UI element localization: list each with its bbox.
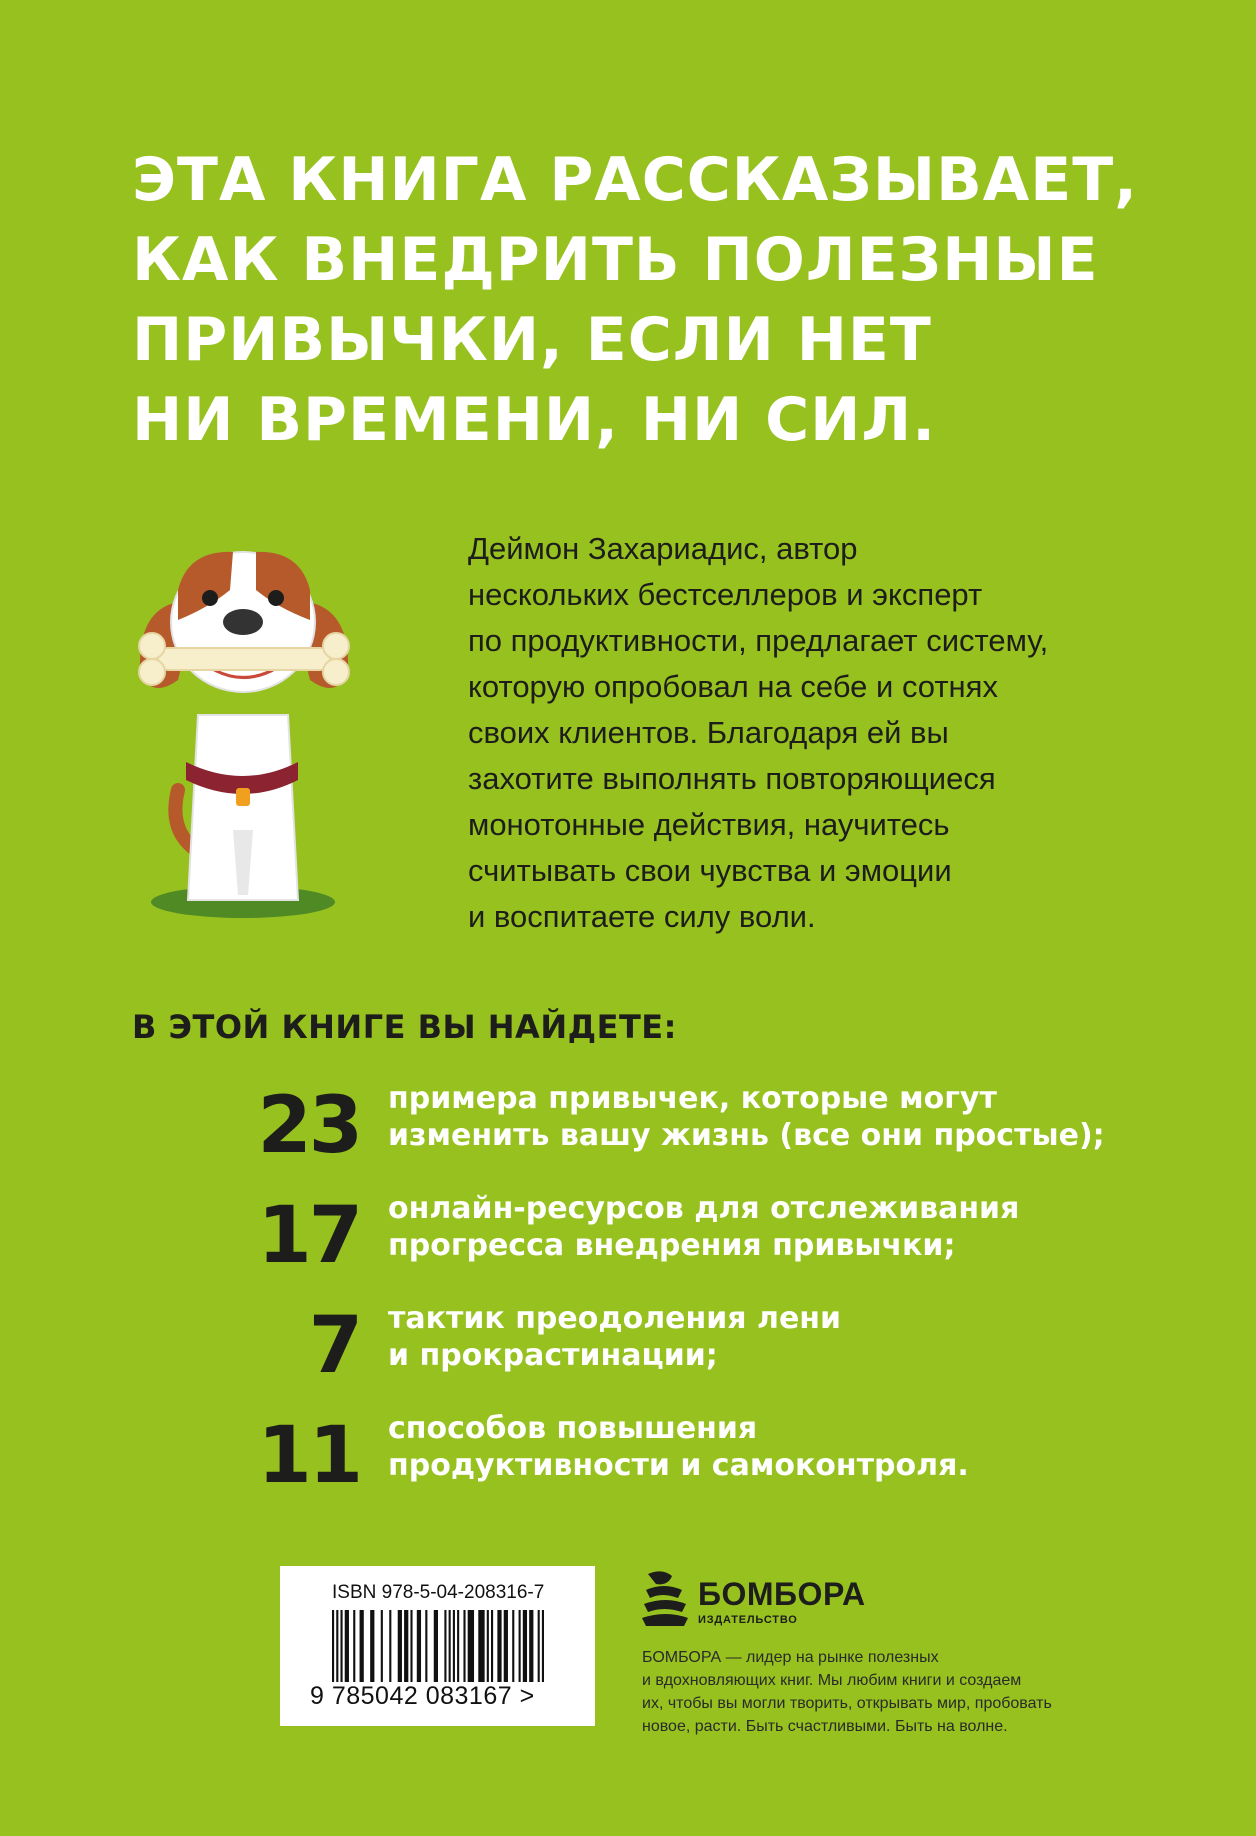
barcode-bar [404,1610,408,1682]
barcode-bar [389,1610,391,1682]
barcode-bar [457,1610,459,1682]
fact-line: прогресса внедрения привычки; [388,1228,956,1263]
fact-item [0,1410,1256,1510]
barcode-bar [512,1610,514,1682]
dog-tag [236,788,250,806]
blurb-line: и воспитаете силу воли. [468,899,816,934]
fact-line: способов повышения [388,1411,758,1446]
fact-line: продуктивности и самоконтроля. [388,1448,969,1483]
barcode-bar [381,1610,383,1682]
ean-digits: 9 785042 083167 > [310,1682,535,1710]
headline-line: НИ ВРЕМЕНИ, НИ СИЛ. [132,385,937,455]
barcode-bar [497,1610,501,1682]
bombora-logo-icon [642,1566,688,1626]
barcode-bar [487,1610,489,1682]
barcode-bar [340,1610,342,1682]
headline-line: ПРИВЫЧКИ, ЕСЛИ НЕТ [132,305,932,375]
barcode-bar [332,1610,334,1682]
fact-line: и прокрастинации; [388,1338,718,1373]
blurb-line: по продуктивности, предлагает систему, [468,623,1049,658]
isbn-box [280,1566,595,1726]
fact-number: 11 [257,1411,360,1501]
barcode-bar [353,1610,355,1682]
fact-text [388,1410,969,1484]
barcode-bar [542,1610,544,1682]
headline [132,140,1212,460]
author-blurb [468,526,1188,940]
blurb-line: считывать свои чувства и эмоции [468,853,952,888]
barcode-bar [417,1610,421,1682]
fact-number: 17 [257,1191,360,1281]
fact-item [0,1080,1256,1180]
fact-text [388,1190,1019,1264]
barcode-bar [478,1610,484,1682]
blurb-line: нескольких бестселлеров и эксперт [468,577,983,612]
barcode-bar [425,1610,427,1682]
fact-number: 23 [257,1081,360,1171]
barcode-bar [410,1610,412,1682]
blurb-line: которую опробовал на себе и сотнях [468,669,998,704]
publisher-description-line: и вдохновляющих книг. Мы любим книги и создаем [642,1672,1022,1689]
fact-line: изменить вашу жизнь (все они простые); [388,1118,1105,1153]
dog-eye-left [202,590,218,606]
barcode-bar [444,1610,446,1682]
barcode-bar [398,1610,402,1682]
barcode-bar [360,1610,364,1682]
isbn-label: ISBN 978-5-04-208316-7 [332,1582,545,1603]
find-title: В ЭТОЙ КНИГЕ ВЫ НАЙДЕТЕ: [132,1008,677,1046]
barcode-bar [504,1610,508,1682]
publisher-description [642,1646,1122,1738]
publisher-description-line: их, чтобы вы могли творить, открывать мир, пробовать [642,1695,1052,1712]
blurb-line: монотонные действия, научитесь [468,807,950,842]
fact-line: онлайн-ресурсов для отслеживания [388,1191,1020,1226]
barcode-bar [434,1610,438,1682]
dog-illustration [138,530,388,920]
barcode-bar [529,1610,533,1682]
fact-item [0,1300,1256,1400]
barcode-bar [468,1610,474,1682]
headline-line: ЭТА КНИГА РАССКАЗЫВАЕТ, [132,145,1138,215]
barcode-bar [345,1610,349,1682]
fact-text [388,1300,841,1374]
blurb-line: Деймон Захариадис, автор [468,531,858,566]
barcode-bar [519,1610,521,1682]
publisher-subtitle: ИЗДАТЕЛЬСТВО [698,1614,798,1626]
dog-eye-right [268,590,284,606]
barcode-bar [370,1610,374,1682]
barcode-bar [491,1610,493,1682]
fact-item [0,1190,1256,1290]
fact-line: тактик преодоления лени [388,1301,842,1336]
barcode-bar [523,1610,527,1682]
fact-line: примера привычек, которые могут [388,1081,997,1116]
barcode [332,1610,544,1682]
blurb-line: своих клиентов. Благодаря ей вы [468,715,949,750]
publisher-description-line: новое, расти. Быть счастливыми. Быть на волне. [642,1718,1008,1735]
dog-nose [223,609,263,635]
publisher-name: БОМБОРА [698,1576,866,1612]
barcode-bar [463,1610,465,1682]
headline-line: КАК ВНЕДРИТЬ ПОЛЕЗНЫЕ [132,225,1099,295]
barcode-bar [336,1610,338,1682]
fact-text [388,1080,1105,1154]
blurb-line: захотите выполнять повторяющиеся [468,761,996,796]
barcode-bar [453,1610,455,1682]
barcode-bar [538,1610,540,1682]
fact-number: 7 [308,1301,360,1391]
publisher-description-line: БОМБОРА — лидер на рынке полезных [642,1649,939,1666]
barcode-bar [449,1610,451,1682]
